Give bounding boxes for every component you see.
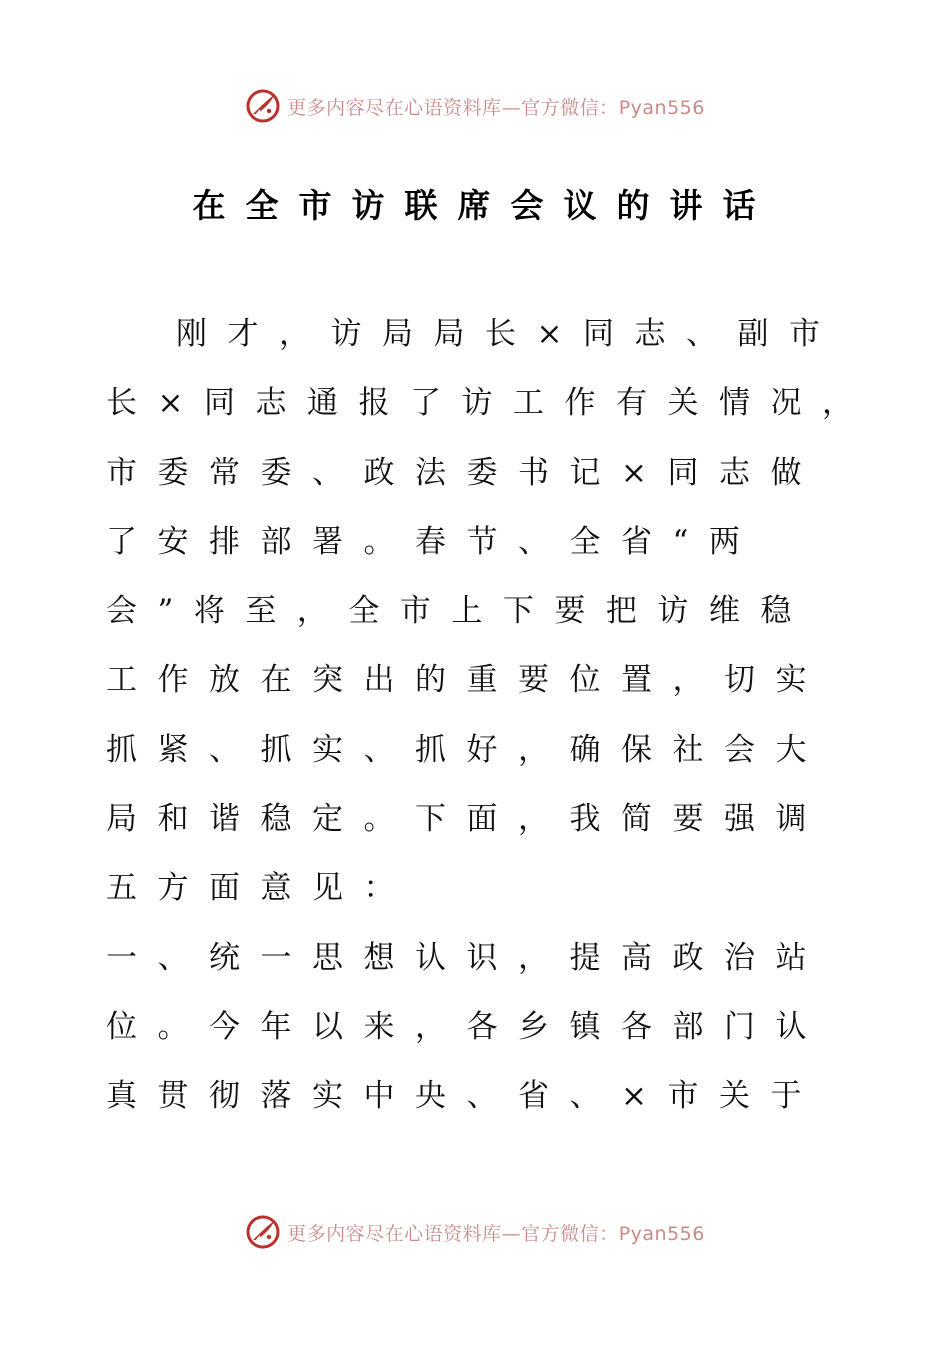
- banner-official-label: 官方微信：: [521, 96, 619, 119]
- body-line: 刚才，访局局长×同志、副市: [176, 316, 841, 352]
- body-line: 工作放在突出的重要位置，切实: [106, 662, 827, 699]
- document-title: 在全市访联席会议的讲话: [192, 186, 776, 225]
- banner-text-cn: 更多内容尽在心语资料库: [287, 96, 502, 119]
- quill-pen-logo-icon: [245, 88, 281, 124]
- body-line: 真贯彻落实中央、省、×市关于: [106, 1078, 822, 1115]
- body-line: 会”将至，全市上下要把访维稳: [106, 593, 812, 630]
- body-line: 了安排部署。春节、全省“两: [106, 523, 761, 560]
- body-line: 抓紧、抓实、抓好，确保社会大: [106, 731, 827, 768]
- body-line: 局和谐稳定。下面，我简要强调: [106, 801, 827, 838]
- banner-text: [287, 1219, 705, 1246]
- banner-wechat-id: Pyan556: [618, 96, 705, 119]
- banner-dash: —: [501, 1222, 522, 1245]
- header-banner: [0, 84, 950, 128]
- footer-banner: [0, 1210, 950, 1254]
- quill-pen-logo-icon: [245, 1214, 281, 1250]
- body-line: 市委常委、政法委书记×同志做: [106, 454, 822, 491]
- body-line: 一、统一思想认识，提高政治站: [106, 939, 827, 976]
- document-body: [106, 308, 886, 1140]
- body-line: 长×同志通报了访工作有关情况，: [106, 385, 874, 422]
- banner-wechat-id: Pyan556: [618, 1222, 705, 1245]
- banner-official-label: 官方微信：: [521, 1222, 619, 1245]
- banner-text-cn: 更多内容尽在心语资料库: [287, 1222, 502, 1245]
- body-line: 位。今年以来，各乡镇各部门认: [106, 1008, 827, 1045]
- body-line: 五方面意见：: [106, 870, 415, 907]
- banner-dash: —: [501, 96, 522, 119]
- banner-text: [287, 93, 705, 120]
